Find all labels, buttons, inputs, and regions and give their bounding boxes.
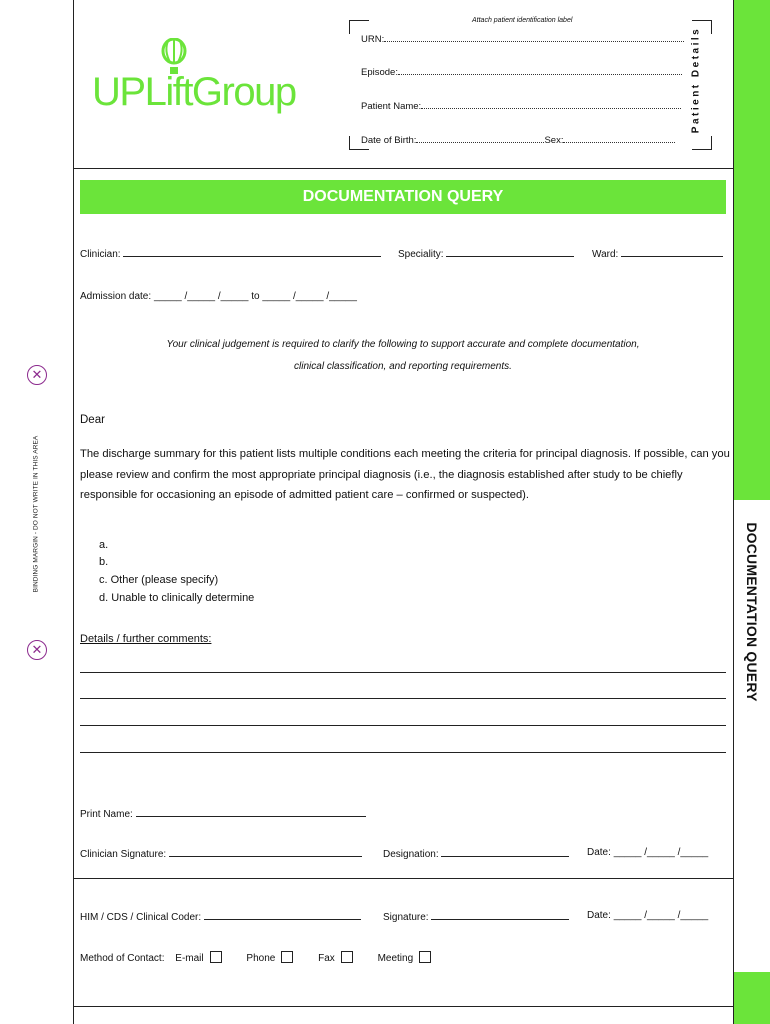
designation-field[interactable] [383,847,569,860]
clinician-signature-label: Clinician Signature: [80,849,167,860]
patient-details-side-label: Patient Details [690,26,702,134]
label-corner [692,136,712,150]
date-blanks: _____ /_____ /_____ [613,847,709,858]
clinician-signature-field[interactable] [80,847,362,860]
admission-date-blanks: _____ /_____ /_____ to _____ /_____ /_____ [153,291,357,302]
footer-divider [73,1006,734,1007]
episode-field[interactable] [361,67,682,78]
coder-field[interactable] [80,910,361,923]
meeting-checkbox[interactable] [419,951,431,963]
logo-text: UPLiftGroup [92,70,296,114]
coder-divider [73,878,734,879]
header-divider [73,168,734,169]
designation-label: Designation: [383,849,439,860]
urn-label: URN: [361,34,385,45]
meeting-option-label: Meeting [377,953,414,964]
urn-field[interactable] [361,34,684,45]
dob-label: Date of Birth: [361,135,417,146]
ward-field[interactable] [592,247,723,260]
query-paragraph: The discharge summary for this patient lists multiple conditions each meeting the criteria for principal diagnosis. If possible, can you please review and confirm the most appropriate principal diagnosis (i.e., the diagnosis established after study to be chiefly responsible for occasioning an episode of admitted patient care – confirmed or suspected). [80,448,730,501]
details-label: Details / further comments: [80,633,212,645]
coder-date-field[interactable] [587,910,708,921]
comment-line[interactable] [80,725,726,726]
coder-signature-field[interactable] [383,910,569,923]
fax-checkbox[interactable] [341,951,353,963]
comment-line[interactable] [80,672,726,673]
date-blanks: _____ /_____ /_____ [613,910,709,921]
option-c[interactable]: c. Other (please specify) [99,574,219,586]
speciality-field[interactable] [398,247,574,260]
admission-date-field[interactable] [80,291,357,302]
method-label: Method of Contact: [80,953,165,964]
date-label: Date: [587,910,611,921]
phone-checkbox[interactable] [281,951,293,963]
admission-date-label: Admission date: [80,291,152,302]
option-d[interactable]: d. Unable to clinically determine [99,592,255,604]
episode-label: Episode: [361,67,398,78]
sex-label: Sex: [544,135,564,146]
dob-sex-field[interactable] [361,135,675,146]
side-strip-bottom [734,972,770,1024]
attach-label-note: Attach patient identification label [472,17,573,24]
print-name-label: Print Name: [80,809,133,820]
phone-option-label: Phone [246,953,276,964]
salutation: Dear [80,414,105,426]
clinician-label: Clinician: [80,249,121,260]
email-checkbox[interactable] [210,951,222,963]
option-b[interactable]: b. [99,556,109,568]
coder-label: HIM / CDS / Clinical Coder: [80,912,202,923]
punch-hole-mark-icon: ✕ [27,365,47,385]
option-a[interactable]: a. [99,539,109,551]
binding-margin-note: BINDING MARGIN - DO NOT WRITE IN THIS AREA [32,435,40,593]
patient-name-field[interactable] [361,101,681,112]
side-strip-top [734,0,770,500]
clinician-date-field[interactable] [587,847,708,858]
method-of-contact-row [80,951,431,964]
page-frame [73,0,734,1024]
date-label: Date: [587,847,611,858]
page-title: DOCUMENTATION QUERY [80,180,726,214]
side-title: DOCUMENTATION QUERY [744,522,760,702]
patient-name-label: Patient Name: [361,101,422,112]
ward-label: Ward: [592,249,619,260]
fax-option-label: Fax [318,953,335,964]
logo [92,38,342,128]
email-option-label: E-mail [175,953,204,964]
punch-hole-mark-icon: ✕ [27,640,47,660]
instruction-line-1: Your clinical judgement is required to clarify the following to support accurate and complete documentation, [166,339,640,350]
speciality-label: Speciality: [398,249,444,260]
comment-line[interactable] [80,752,726,753]
comment-line[interactable] [80,698,726,699]
print-name-field[interactable] [80,807,366,820]
label-corner [349,20,369,34]
clinician-field[interactable] [80,247,381,260]
signature-label: Signature: [383,912,429,923]
instruction-line-2: clinical classification, and reporting requirements. [294,361,512,372]
